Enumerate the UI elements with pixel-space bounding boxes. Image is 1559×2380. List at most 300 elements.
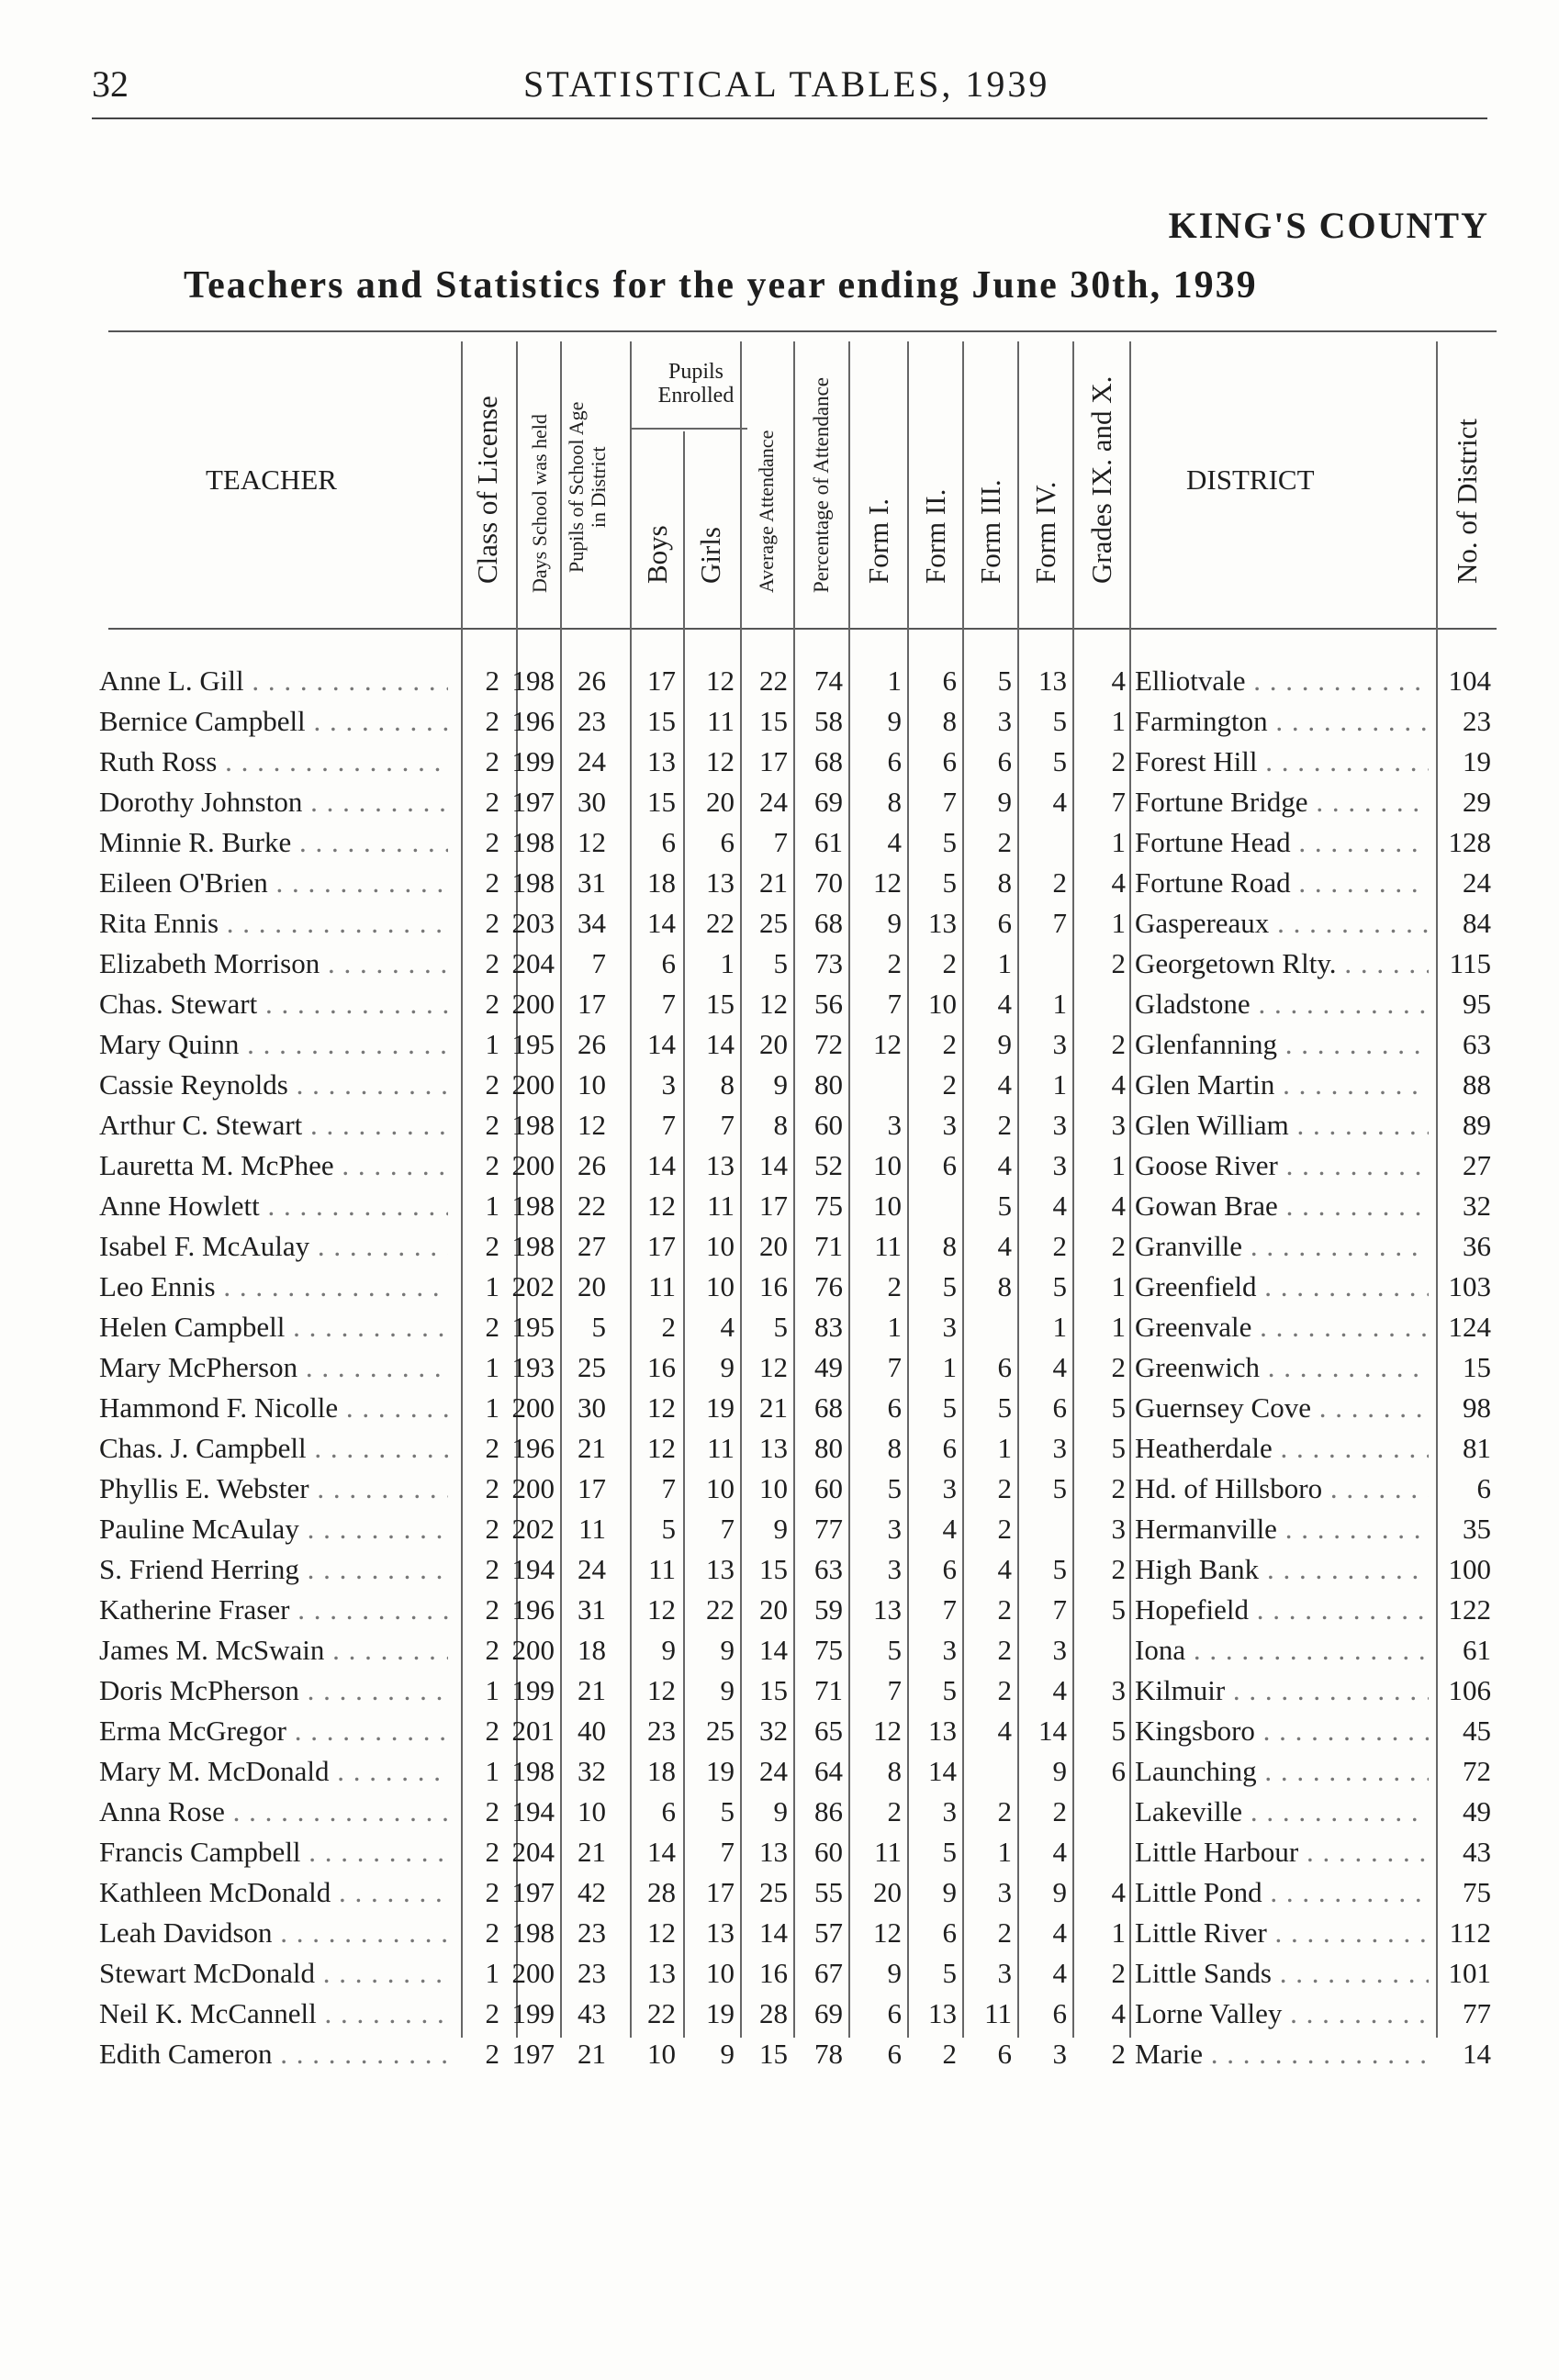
girls-cell: 11: [707, 1190, 735, 1222]
grades-ix-x-cell: 4: [1111, 866, 1126, 899]
form-3-cell: 5: [997, 665, 1012, 697]
avg-attendance-cell: 14: [759, 1634, 788, 1666]
district-name-cell: Lorne Valley . . .: [1135, 1997, 1429, 2030]
form-4-cell: 1: [1052, 988, 1067, 1020]
grades-ix-x-cell: 2: [1111, 745, 1126, 777]
district-name-cell: Launching . . .: [1135, 1755, 1429, 1788]
form-4-cell: 1: [1052, 1068, 1067, 1101]
school-age-cell: 26: [578, 1028, 606, 1060]
school-age-cell: 30: [578, 786, 606, 818]
girls-cell: 6: [720, 826, 735, 858]
form-1-cell: 3: [887, 1553, 902, 1585]
form-1-cell: 7: [887, 1351, 902, 1383]
avg-attendance-cell: 16: [759, 1957, 788, 1989]
school-age-cell: 18: [578, 1634, 606, 1666]
license-class-cell: 2: [485, 1916, 499, 1949]
girls-cell: 25: [706, 1715, 735, 1747]
pct-attendance-cell: 86: [814, 1795, 843, 1827]
district-name-cell: Goose River . . .: [1135, 1149, 1429, 1182]
days-held-cell: 194: [511, 1795, 555, 1827]
teacher-name-cell: Edith Cameron . . .: [99, 2038, 448, 2071]
form-4-cell: 6: [1052, 1391, 1067, 1424]
license-class-cell: 2: [485, 1068, 499, 1101]
table-row: [0, 866, 1559, 907]
form-1-cell: 12: [873, 1916, 902, 1949]
teacher-name-cell: Phyllis E. Webster . . .: [99, 1472, 448, 1505]
district-name-cell: Hd. of Hillsboro . . .: [1135, 1472, 1429, 1505]
district-number-cell: 81: [1463, 1432, 1491, 1464]
avg-attendance-cell: 13: [759, 1836, 788, 1868]
form-2-cell: 2: [942, 2038, 957, 2070]
district-number-cell: 75: [1463, 1876, 1491, 1908]
form-4-cell: 13: [1038, 665, 1067, 697]
pct-attendance-cell: 75: [814, 1190, 843, 1222]
district-number-cell: 29: [1463, 786, 1491, 818]
pct-attendance-cell: 65: [814, 1715, 843, 1747]
district-number-cell: 24: [1463, 866, 1491, 899]
boys-cell: 7: [661, 1472, 676, 1504]
days-held-cell: 193: [511, 1351, 555, 1383]
teacher-name-cell: Lauretta M. McPhee . . .: [99, 1149, 448, 1182]
district-number-cell: 27: [1463, 1149, 1491, 1181]
days-held-cell: 198: [511, 1916, 555, 1949]
table-row: [0, 1472, 1559, 1513]
district-name-cell: Glen Martin . . .: [1135, 1068, 1429, 1101]
form-3-cell: 2: [997, 826, 1012, 858]
license-class-cell: 2: [485, 1715, 499, 1747]
pct-attendance-cell: 55: [814, 1876, 843, 1908]
school-age-cell: 23: [578, 1957, 606, 1989]
pct-attendance-cell: 70: [814, 866, 843, 899]
school-age-cell: 25: [578, 1351, 606, 1383]
district-name-cell: Hermanville . . .: [1135, 1513, 1429, 1546]
license-class-cell: 2: [485, 826, 499, 858]
form-3-cell: 6: [997, 907, 1012, 939]
header-boys: Boys: [641, 525, 673, 584]
grades-ix-x-cell: 5: [1111, 1432, 1126, 1464]
table-row: [0, 826, 1559, 866]
pct-attendance-cell: 61: [814, 826, 843, 858]
school-age-cell: 10: [578, 1795, 606, 1827]
teacher-name-cell: Pauline McAulay . . .: [99, 1513, 448, 1546]
boys-cell: 18: [647, 866, 676, 899]
pct-attendance-cell: 58: [814, 705, 843, 737]
district-name-cell: High Bank . . .: [1135, 1553, 1429, 1586]
district-number-cell: 15: [1463, 1351, 1491, 1383]
grades-ix-x-cell: 4: [1111, 1997, 1126, 2029]
girls-cell: 20: [706, 786, 735, 818]
running-head: [92, 62, 1487, 117]
boys-cell: 11: [648, 1270, 676, 1302]
district-number-cell: 19: [1463, 745, 1491, 777]
form-4-cell: 3: [1052, 1149, 1067, 1181]
form-1-cell: 8: [887, 1432, 902, 1464]
boys-cell: 23: [647, 1715, 676, 1747]
license-class-cell: 1: [485, 1028, 499, 1060]
district-number-cell: 104: [1448, 665, 1491, 697]
boys-cell: 6: [661, 826, 676, 858]
girls-cell: 10: [706, 1270, 735, 1302]
form-1-cell: 2: [887, 1795, 902, 1827]
district-name-cell: Kilmuir . . .: [1135, 1674, 1429, 1707]
form-2-cell: 13: [928, 907, 957, 939]
form-3-cell: 8: [997, 1270, 1012, 1302]
form-4-cell: 4: [1052, 1957, 1067, 1989]
license-class-cell: 2: [485, 1997, 499, 2029]
grades-ix-x-cell: 3: [1111, 1674, 1126, 1706]
district-name-cell: Little Sands . . .: [1135, 1957, 1429, 1990]
license-class-cell: 2: [485, 1836, 499, 1868]
license-class-cell: 2: [485, 705, 499, 737]
teacher-name-cell: Stewart McDonald . . .: [99, 1957, 448, 1990]
boys-cell: 13: [647, 745, 676, 777]
school-age-cell: 31: [578, 1593, 606, 1626]
boys-cell: 11: [648, 1553, 676, 1585]
days-held-cell: 198: [511, 1109, 555, 1141]
license-class-cell: 2: [485, 1634, 499, 1666]
district-name-cell: Little River . . .: [1135, 1916, 1429, 1950]
form-3-cell: 2: [997, 1674, 1012, 1706]
school-age-cell: 21: [578, 1836, 606, 1868]
pct-attendance-cell: 80: [814, 1068, 843, 1101]
teacher-name-cell: Bernice Campbell . . .: [99, 705, 448, 738]
teacher-name-cell: Anna Rose . . .: [99, 1795, 448, 1828]
table-row: [0, 705, 1559, 745]
teacher-name-cell: Erma McGregor . . .: [99, 1715, 448, 1748]
days-held-cell: 202: [511, 1513, 555, 1545]
district-number-cell: 124: [1448, 1311, 1491, 1343]
form-3-cell: 4: [997, 988, 1012, 1020]
form-3-cell: 5: [997, 1391, 1012, 1424]
license-class-cell: 2: [485, 1513, 499, 1545]
table-row: [0, 988, 1559, 1028]
form-1-cell: 8: [887, 786, 902, 818]
girls-cell: 22: [706, 907, 735, 939]
boys-cell: 22: [647, 1997, 676, 2029]
teacher-name-cell: Leah Davidson . . .: [99, 1916, 448, 1950]
district-number-cell: 32: [1463, 1190, 1491, 1222]
girls-cell: 9: [720, 2038, 735, 2070]
boys-cell: 14: [647, 1836, 676, 1868]
header-days-held: Days School was held: [528, 414, 551, 593]
grades-ix-x-cell: 1: [1111, 1149, 1126, 1181]
district-number-cell: 45: [1463, 1715, 1491, 1747]
table-row: [0, 1553, 1559, 1593]
grades-ix-x-cell: 2: [1111, 1472, 1126, 1504]
form-1-cell: 2: [887, 947, 902, 979]
form-2-cell: 3: [942, 1311, 957, 1343]
county-title: KING'S COUNTY: [1168, 205, 1489, 246]
district-name-cell: Hopefield . . .: [1135, 1593, 1429, 1626]
teacher-name-cell: Dorothy Johnston . . .: [99, 786, 448, 819]
form-2-cell: 8: [942, 705, 957, 737]
girls-cell: 11: [707, 1432, 735, 1464]
days-held-cell: 198: [511, 1755, 555, 1787]
table-row: [0, 1997, 1559, 2038]
days-held-cell: 200: [511, 1957, 555, 1989]
form-2-cell: 5: [942, 1957, 957, 1989]
days-held-cell: 198: [511, 866, 555, 899]
form-1-cell: 12: [873, 1715, 902, 1747]
girls-cell: 22: [706, 1593, 735, 1626]
days-held-cell: 196: [511, 705, 555, 737]
teacher-name-cell: S. Friend Herring . . .: [99, 1553, 448, 1586]
table-row: [0, 1513, 1559, 1553]
header-pupils-school-age: Pupils of School Age in District: [565, 401, 610, 573]
girls-cell: 13: [706, 866, 735, 899]
form-2-cell: 9: [942, 1876, 957, 1908]
boys-cell: 6: [661, 1795, 676, 1827]
days-held-cell: 199: [511, 745, 555, 777]
boys-cell: 12: [647, 1593, 676, 1626]
form-4-cell: 9: [1052, 1876, 1067, 1908]
district-number-cell: 36: [1463, 1230, 1491, 1262]
boys-cell: 5: [661, 1513, 676, 1545]
district-name-cell: Glenfanning . . .: [1135, 1028, 1429, 1061]
form-3-cell: 2: [997, 1916, 1012, 1949]
school-age-cell: 31: [578, 866, 606, 899]
district-number-cell: 88: [1463, 1068, 1491, 1101]
avg-attendance-cell: 20: [759, 1593, 788, 1626]
girls-cell: 11: [707, 705, 735, 737]
form-2-cell: 3: [942, 1634, 957, 1666]
form-3-cell: 3: [997, 705, 1012, 737]
avg-attendance-cell: 16: [759, 1270, 788, 1302]
form-2-cell: 6: [942, 1553, 957, 1585]
header-form-1: Form I.: [862, 498, 894, 584]
license-class-cell: 2: [485, 1149, 499, 1181]
school-age-cell: 43: [578, 1997, 606, 2029]
pct-attendance-cell: 78: [814, 2038, 843, 2070]
avg-attendance-cell: 25: [759, 1876, 788, 1908]
license-class-cell: 2: [485, 1593, 499, 1626]
license-class-cell: 2: [485, 988, 499, 1020]
days-held-cell: 198: [511, 665, 555, 697]
form-1-cell: 7: [887, 1674, 902, 1706]
girls-cell: 9: [720, 1634, 735, 1666]
teacher-name-cell: Leo Ennis . . .: [99, 1270, 448, 1303]
license-class-cell: 1: [485, 1270, 499, 1302]
pct-attendance-cell: 76: [814, 1270, 843, 1302]
boys-cell: 13: [647, 1957, 676, 1989]
avg-attendance-cell: 21: [759, 1391, 788, 1424]
form-1-cell: 10: [873, 1190, 902, 1222]
grades-ix-x-cell: 1: [1111, 1311, 1126, 1343]
boys-cell: 14: [647, 1149, 676, 1181]
school-age-cell: 12: [578, 1109, 606, 1141]
pct-attendance-cell: 69: [814, 786, 843, 818]
teacher-name-cell: Mary McPherson . . .: [99, 1351, 448, 1384]
district-number-cell: 6: [1476, 1472, 1491, 1504]
boys-cell: 12: [647, 1432, 676, 1464]
form-4-cell: 14: [1038, 1715, 1067, 1747]
days-held-cell: 201: [511, 1715, 555, 1747]
form-3-cell: 5: [997, 1190, 1012, 1222]
table-row: [0, 1068, 1559, 1109]
girls-cell: 12: [706, 665, 735, 697]
form-3-cell: 6: [997, 1351, 1012, 1383]
form-3-cell: 6: [997, 2038, 1012, 2070]
form-2-cell: 4: [942, 1513, 957, 1545]
header-district: DISTRICT: [1186, 464, 1315, 496]
teacher-name-cell: Francis Campbell . . .: [99, 1836, 448, 1869]
form-4-cell: 6: [1052, 1997, 1067, 2029]
teacher-name-cell: Mary Quinn . . .: [99, 1028, 448, 1061]
header-percentage-attendance: Percentage of Attendance: [810, 377, 833, 593]
license-class-cell: 2: [485, 1795, 499, 1827]
avg-attendance-cell: 17: [759, 745, 788, 777]
girls-cell: 9: [720, 1674, 735, 1706]
grades-ix-x-cell: 3: [1111, 1513, 1126, 1545]
avg-attendance-cell: 9: [773, 1513, 788, 1545]
district-number-cell: 89: [1463, 1109, 1491, 1141]
boys-cell: 17: [647, 1230, 676, 1262]
form-1-cell: 3: [887, 1513, 902, 1545]
form-1-cell: 6: [887, 745, 902, 777]
girls-cell: 17: [706, 1876, 735, 1908]
form-2-cell: 6: [942, 1432, 957, 1464]
table-row: [0, 1149, 1559, 1190]
form-2-cell: 7: [942, 786, 957, 818]
form-2-cell: 5: [942, 1391, 957, 1424]
district-number-cell: 106: [1448, 1674, 1491, 1706]
pct-attendance-cell: 59: [814, 1593, 843, 1626]
form-3-cell: 1: [997, 1432, 1012, 1464]
grades-ix-x-cell: 1: [1111, 826, 1126, 858]
days-held-cell: 197: [511, 786, 555, 818]
school-age-cell: 23: [578, 705, 606, 737]
boys-cell: 6: [661, 947, 676, 979]
boys-cell: 12: [647, 1190, 676, 1222]
form-2-cell: 6: [942, 1149, 957, 1181]
district-name-cell: Heatherdale . . .: [1135, 1432, 1429, 1465]
grades-ix-x-cell: 2: [1111, 1351, 1126, 1383]
form-2-cell: 6: [942, 665, 957, 697]
district-name-cell: Gaspereaux . . .: [1135, 907, 1429, 940]
header-grades-ix-x: Grades IX. and X.: [1085, 375, 1117, 584]
table-header-rule: [108, 628, 1497, 630]
header-average-attendance: Average Attendance: [755, 430, 778, 593]
boys-cell: 16: [647, 1351, 676, 1383]
form-2-cell: 14: [928, 1755, 957, 1787]
form-1-cell: 9: [887, 1957, 902, 1989]
table-row: [0, 2038, 1559, 2078]
table-row: [0, 1957, 1559, 1997]
school-age-cell: 10: [578, 1068, 606, 1101]
license-class-cell: 1: [485, 1391, 499, 1424]
district-number-cell: 14: [1463, 2038, 1491, 2070]
grades-ix-x-cell: 2: [1111, 1028, 1126, 1060]
header-district-number: No. of District: [1451, 419, 1483, 584]
girls-cell: 7: [720, 1513, 735, 1545]
header-form-3: Form III.: [974, 479, 1006, 584]
form-1-cell: 4: [887, 826, 902, 858]
school-age-cell: 11: [578, 1513, 606, 1545]
district-name-cell: Fortune Head . . .: [1135, 826, 1429, 859]
grades-ix-x-cell: 1: [1111, 705, 1126, 737]
form-3-cell: 8: [997, 866, 1012, 899]
school-age-cell: 21: [578, 2038, 606, 2070]
district-name-cell: Gladstone . . .: [1135, 988, 1429, 1021]
form-2-cell: 2: [942, 1068, 957, 1101]
district-name-cell: Farmington . . .: [1135, 705, 1429, 738]
table-row: [0, 1351, 1559, 1391]
form-3-cell: 2: [997, 1593, 1012, 1626]
teacher-name-cell: Mary M. McDonald . . .: [99, 1755, 448, 1788]
avg-attendance-cell: 24: [759, 1755, 788, 1787]
grades-ix-x-cell: 2: [1111, 1553, 1126, 1585]
pct-attendance-cell: 72: [814, 1028, 843, 1060]
form-4-cell: 4: [1052, 1190, 1067, 1222]
form-3-cell: 4: [997, 1068, 1012, 1101]
form-2-cell: 6: [942, 1916, 957, 1949]
table-row: [0, 1876, 1559, 1916]
form-4-cell: 3: [1052, 1028, 1067, 1060]
table-row: [0, 1230, 1559, 1270]
form-3-cell: 1: [997, 947, 1012, 979]
avg-attendance-cell: 25: [759, 907, 788, 939]
grades-ix-x-cell: 4: [1111, 1190, 1126, 1222]
days-held-cell: 195: [511, 1311, 555, 1343]
district-name-cell: Fortune Bridge . . .: [1135, 786, 1429, 819]
form-1-cell: 2: [887, 1270, 902, 1302]
teacher-name-cell: Katherine Fraser . . .: [99, 1593, 448, 1626]
license-class-cell: 2: [485, 1311, 499, 1343]
form-1-cell: 13: [873, 1593, 902, 1626]
form-3-cell: 9: [997, 1028, 1012, 1060]
girls-cell: 19: [706, 1997, 735, 2029]
form-1-cell: 8: [887, 1755, 902, 1787]
form-1-cell: 11: [874, 1230, 902, 1262]
days-held-cell: 197: [511, 1876, 555, 1908]
district-number-cell: 61: [1463, 1634, 1491, 1666]
license-class-cell: 2: [485, 947, 499, 979]
girls-cell: 1: [720, 947, 735, 979]
form-4-cell: 3: [1052, 1634, 1067, 1666]
avg-attendance-cell: 12: [759, 1351, 788, 1383]
teacher-name-cell: Isabel F. McAulay . . .: [99, 1230, 448, 1263]
district-name-cell: Little Pond . . .: [1135, 1876, 1429, 1909]
form-2-cell: 7: [942, 1593, 957, 1626]
form-3-cell: 11: [984, 1997, 1012, 2029]
girls-cell: 13: [706, 1916, 735, 1949]
district-number-cell: 95: [1463, 988, 1491, 1020]
district-name-cell: Lakeville . . .: [1135, 1795, 1429, 1828]
days-held-cell: 204: [511, 947, 555, 979]
district-name-cell: Elliotvale . . .: [1135, 665, 1429, 698]
form-2-cell: 3: [942, 1472, 957, 1504]
grades-ix-x-cell: 2: [1111, 1957, 1126, 1989]
girls-cell: 19: [706, 1391, 735, 1424]
form-4-cell: 2: [1052, 1795, 1067, 1827]
form-1-cell: 7: [887, 988, 902, 1020]
girls-cell: 9: [720, 1351, 735, 1383]
grades-ix-x-cell: 5: [1111, 1593, 1126, 1626]
girls-cell: 8: [720, 1068, 735, 1101]
district-name-cell: Glen William . . .: [1135, 1109, 1429, 1142]
teacher-name-cell: Chas. Stewart . . .: [99, 988, 448, 1021]
form-4-cell: 5: [1052, 745, 1067, 777]
avg-attendance-cell: 15: [759, 2038, 788, 2070]
form-2-cell: 2: [942, 1028, 957, 1060]
form-1-cell: 6: [887, 1391, 902, 1424]
district-name-cell: Greenvale . . .: [1135, 1311, 1429, 1344]
avg-attendance-cell: 20: [759, 1028, 788, 1060]
form-4-cell: 4: [1052, 1916, 1067, 1949]
teacher-name-cell: Chas. J. Campbell . . .: [99, 1432, 448, 1465]
table-row: [0, 1634, 1559, 1674]
grades-ix-x-cell: 1: [1111, 1916, 1126, 1949]
